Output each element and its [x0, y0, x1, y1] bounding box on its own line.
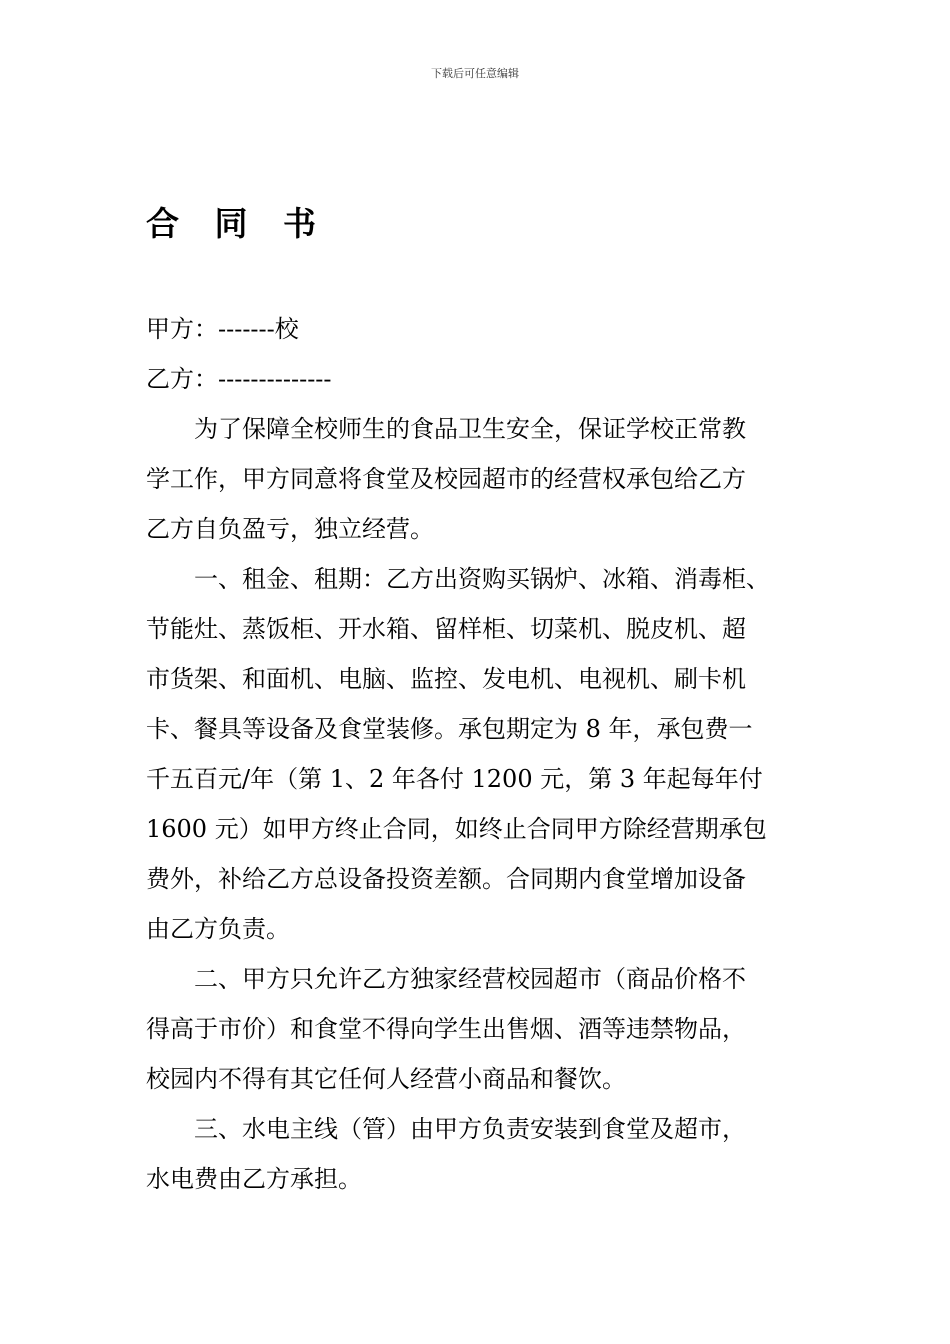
- paragraph-line: 二、甲方只允许乙方独家经营校园超市（商品价格不: [194, 965, 746, 993]
- paragraph-line: 为了保障全校师生的食品卫生安全，保证学校正常教: [194, 415, 746, 443]
- intro-paragraph: [146, 404, 810, 554]
- paragraph-line: 1600 元）如甲方终止合同，如终止合同甲方除经营期承包: [146, 815, 767, 843]
- paragraph-line: 市货架、和面机、电脑、监控、发电机、电视机、刷卡机: [146, 665, 746, 693]
- paragraph-line: 水电费由乙方承担。: [146, 1165, 362, 1193]
- party-b: 乙方：--------------: [146, 365, 332, 393]
- paragraph-line: 节能灶、蒸饭柜、开水箱、留样柜、切菜机、脱皮机、超: [146, 615, 746, 643]
- paragraph-line: 三、水电主线（管）由甲方负责安装到食堂及超市，: [194, 1115, 746, 1143]
- party-a: 甲方：-------校: [146, 315, 299, 343]
- paragraph-line: 费外，补给乙方总设备投资差额。合同期内食堂增加设备: [146, 865, 746, 893]
- document-title: 合 同 书: [146, 204, 328, 243]
- paragraph-line: 一、租金、租期：乙方出资购买锅炉、冰箱、消毒柜、: [194, 565, 770, 593]
- paragraph-line: 由乙方负责。: [146, 915, 290, 943]
- clause-3: [146, 1104, 810, 1204]
- clause-1: [146, 554, 810, 954]
- header-note: 下载后可任意编辑: [431, 67, 519, 80]
- document-body: [146, 304, 810, 1204]
- paragraph-line: 校园内不得有其它任何人经营小商品和餐饮。: [146, 1065, 626, 1093]
- paragraph-line: 乙方自负盈亏，独立经营。: [146, 515, 434, 543]
- clause-2: [146, 954, 810, 1104]
- paragraph-line: 卡、餐具等设备及食堂装修。承包期定为 8 年，承包费一: [146, 715, 753, 743]
- paragraph-line: 千五百元/年（第 1、2 年各付 1200 元，第 3 年起每年付: [146, 765, 763, 793]
- paragraph-line: 学工作，甲方同意将食堂及校园超市的经营权承包给乙方: [146, 465, 746, 493]
- paragraph-line: 得高于市价）和食堂不得向学生出售烟、酒等违禁物品，: [146, 1015, 746, 1043]
